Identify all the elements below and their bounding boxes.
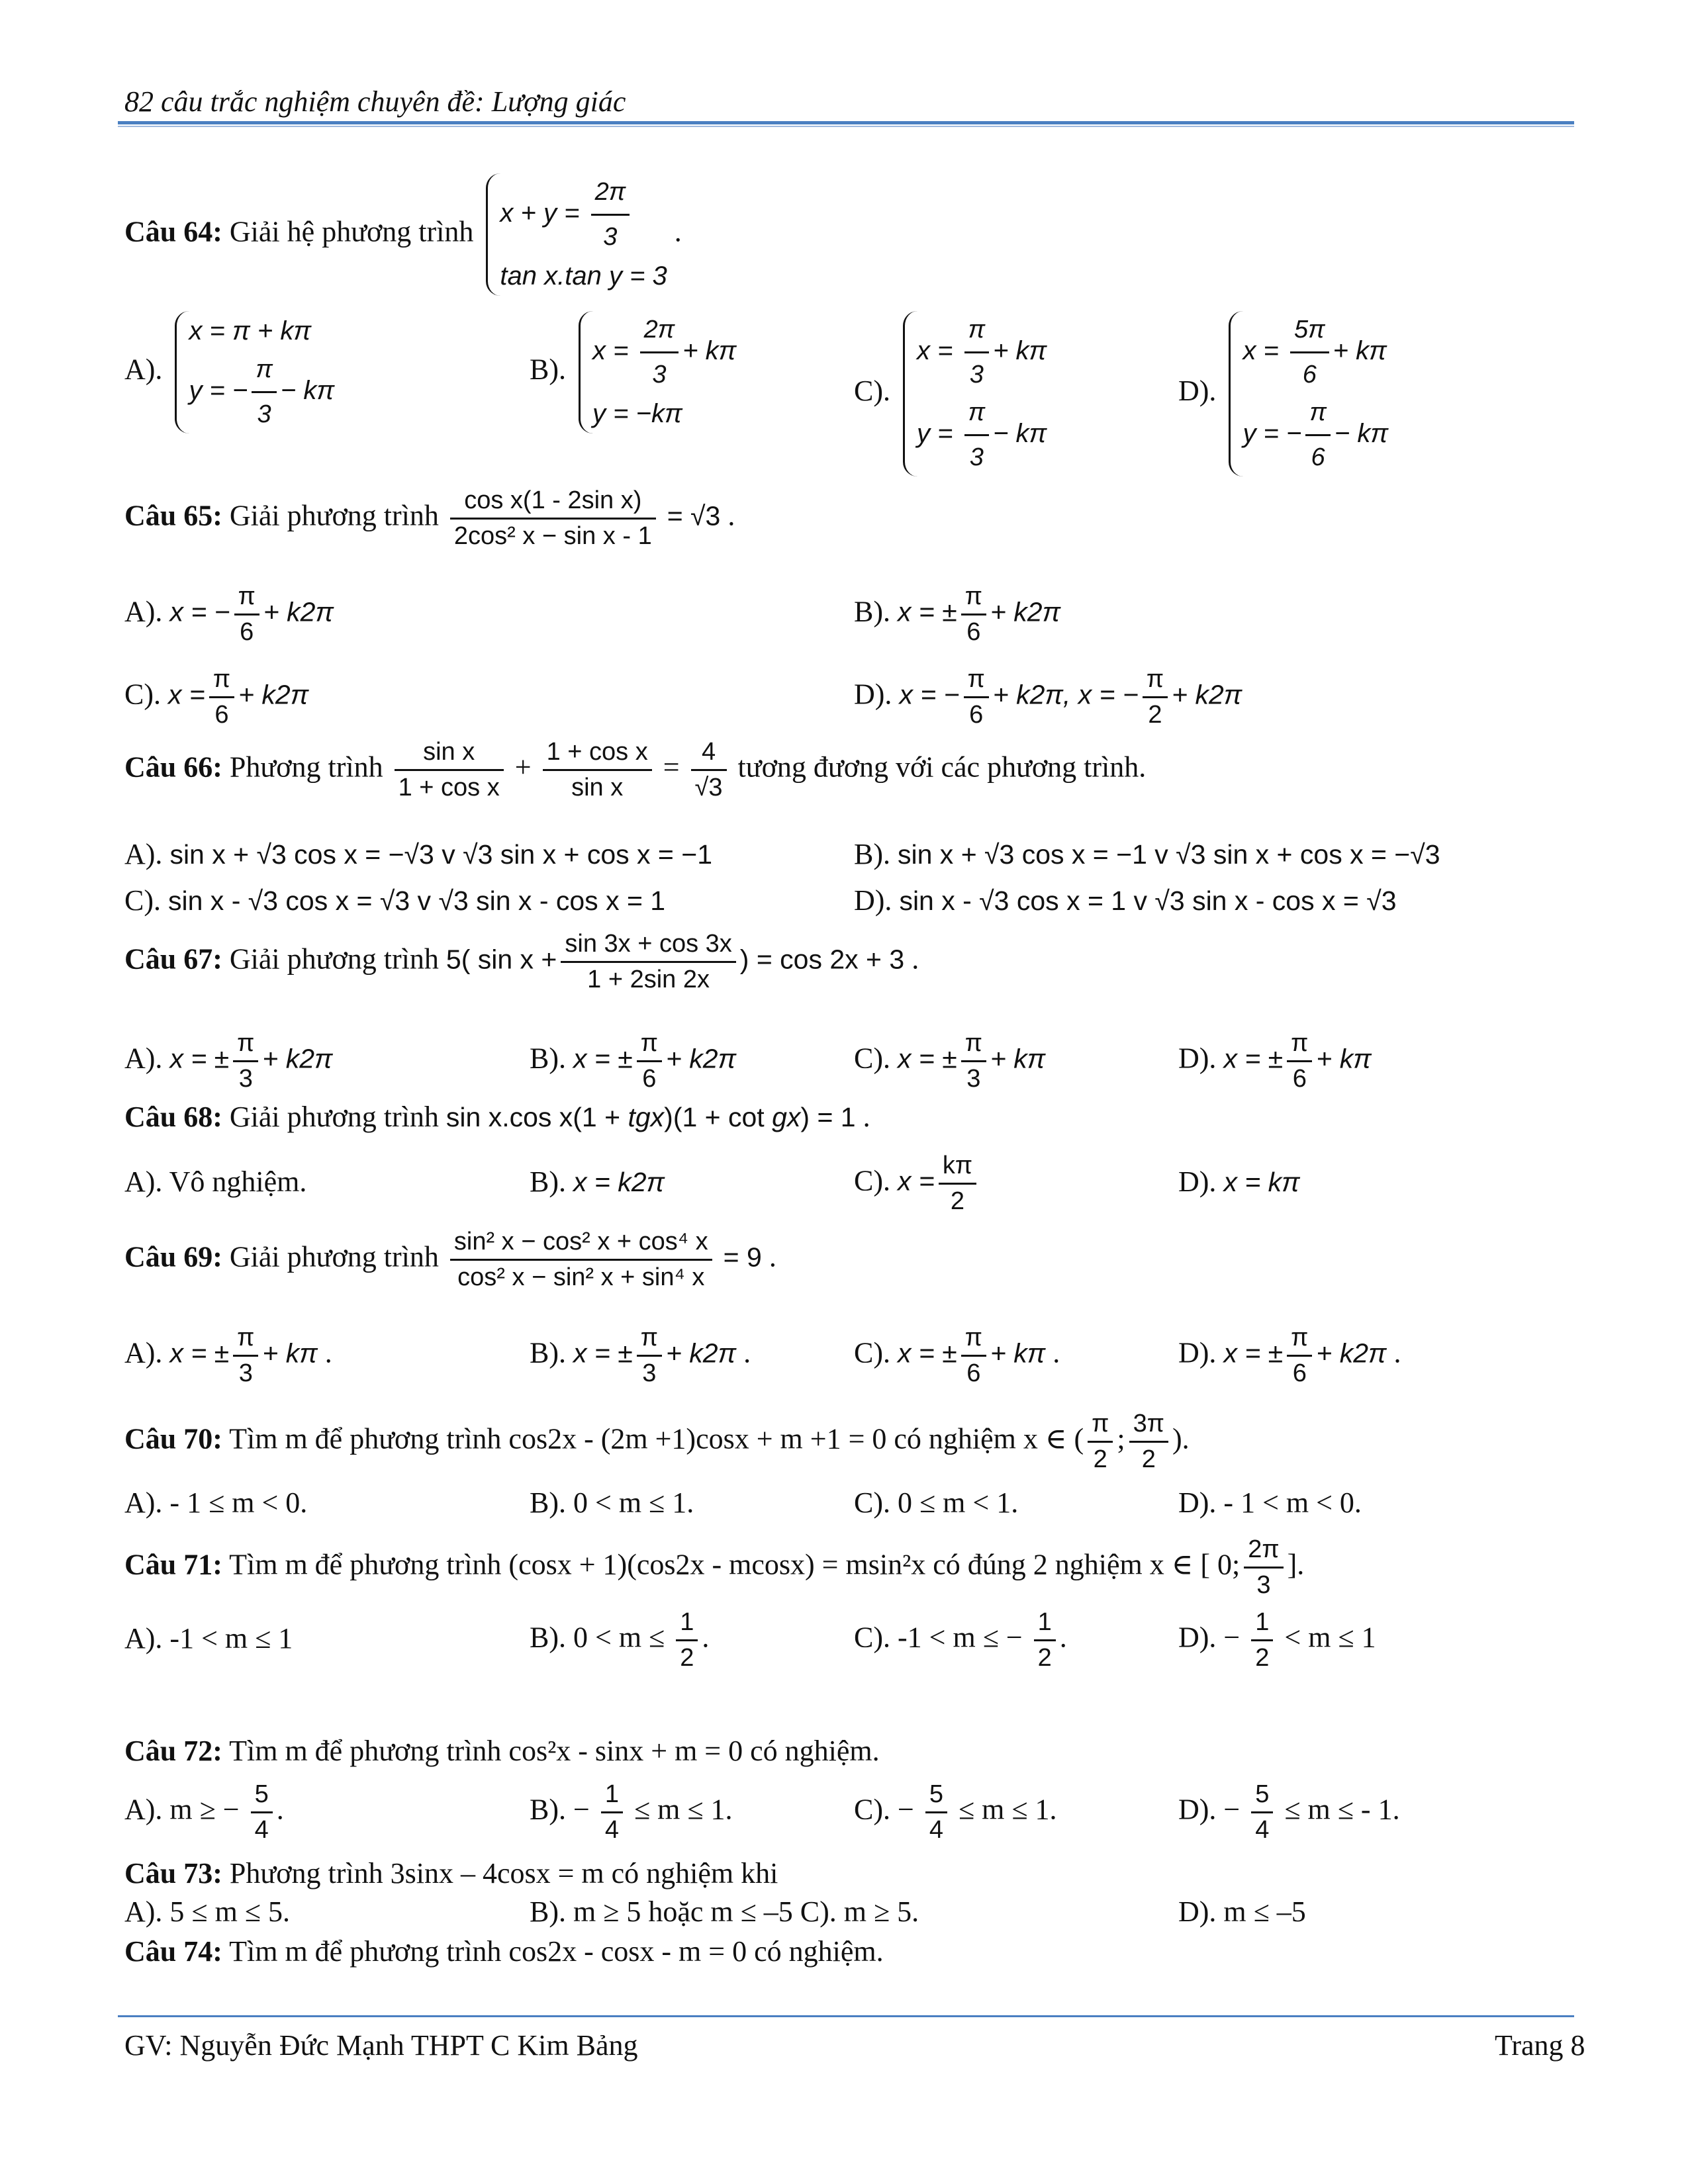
option-69-b[interactable]: B). x = ± $\frac{\pi}{3}$ + k2π . xyxy=(530,1324,751,1387)
question-72: Câu 72: Tìm m để phương trình cos²x - sinx + m = 0 có nghiệm. xyxy=(124,1735,880,1767)
header-rule-thin xyxy=(118,126,1574,127)
question-71: Câu 71: Tìm m để phương trình (cosx + 1)(cos2x - mcosx) = msin²x có đúng 2 nghiệm x ∈ [ 0; $\frac{2\pi}{3}$ ]. xyxy=(124,1535,1305,1599)
option-64-d[interactable]: D). x = $\frac{5\pi}{6}$ + kπ y = − $\frac{\pi}{6}$ − kπ xyxy=(1178,311,1388,477)
option-64-b[interactable]: B). x = $\frac{2\pi}{3}$ + kπ y = −kπ xyxy=(530,311,736,433)
option-69-a[interactable]: A). x = ± $\frac{\pi}{3}$ + kπ . xyxy=(124,1324,332,1387)
footer-teacher: GV: Nguyễn Đức Mạnh THPT C Kim Bảng xyxy=(124,2029,638,2062)
question-74: Câu 74: Tìm m để phương trình cos2x - cosx - m = 0 có nghiệm. xyxy=(124,1935,884,1968)
option-70-d[interactable]: D). - 1 < m < 0. xyxy=(1178,1486,1362,1519)
footer-rule xyxy=(118,2015,1574,2017)
option-67-b[interactable]: B). x = ± $\frac{\pi}{6}$ + k2π xyxy=(530,1029,737,1093)
option-66-b[interactable]: B). sin x + √3 cos x = −1 v √3 sin x + cos x = −√3 xyxy=(854,838,1440,870)
option-65-b[interactable]: B). x = ± $\frac{\pi}{6}$ + k2π xyxy=(854,582,1061,646)
option-68-c[interactable]: C). x = $\frac{k\pi}{2}$ xyxy=(854,1152,980,1216)
question-73: Câu 73: Phương trình 3sinx – 4cosx = m có nghiệm khi xyxy=(124,1857,778,1889)
option-67-a[interactable]: A). x = ± $\frac{\pi}{3}$ + k2π xyxy=(124,1029,333,1093)
equation-system: x + y = $\frac{2\pi}{3}$ tan x.tan y = 3 xyxy=(486,173,667,296)
option-69-c[interactable]: C). x = ± $\frac{\pi}{6}$ + kπ . xyxy=(854,1324,1060,1387)
option-73-a[interactable]: A). 5 ≤ m ≤ 5. xyxy=(124,1895,290,1928)
question-label: Câu 64: xyxy=(124,215,222,248)
option-66-a[interactable]: A). sin x + √3 cos x = −√3 v √3 sin x + cos x = −1 xyxy=(124,838,712,870)
option-66-d[interactable]: D). sin x - √3 cos x = 1 v √3 sin x - cos x = √3 xyxy=(854,884,1397,917)
question-70: Câu 70: Tìm m để phương trình cos2x - (2m +1)cosx + m +1 = 0 có nghiệm x ∈ ( $\frac{\pi}{2}$ ; $\frac{3\pi}{2}$ ). xyxy=(124,1410,1190,1473)
option-71-a[interactable]: A). -1 < m ≤ 1 xyxy=(124,1622,293,1655)
header-rule xyxy=(118,121,1574,124)
option-69-d[interactable]: D). x = ± $\frac{\pi}{6}$ + k2π . xyxy=(1178,1324,1401,1387)
option-67-c[interactable]: C). x = ± $\frac{\pi}{3}$ + kπ xyxy=(854,1029,1046,1093)
option-71-b[interactable]: B). 0 < m ≤ $\frac{1}{2}$ . xyxy=(530,1608,710,1672)
option-65-a[interactable]: A). x = − $\frac{\pi}{6}$ + k2π xyxy=(124,582,334,646)
page-header-title: 82 câu trắc nghiệm chuyên đề: Lượng giác xyxy=(124,85,626,118)
option-64-a[interactable]: A). x = π + kπ y = − $\frac{\pi}{3}$ − kπ xyxy=(124,311,334,433)
option-71-d[interactable]: D). − $\frac{1}{2}$ < m ≤ 1 xyxy=(1178,1608,1376,1672)
question-64: Câu 64: Giải hệ phương trình x + y = $\frac{2\pi}{3}$ tan x.tan y = 3 . xyxy=(124,173,682,296)
footer-page-number: Trang 8 xyxy=(1495,2029,1585,2062)
option-68-d[interactable]: D). x = kπ xyxy=(1178,1165,1300,1198)
question-69: Câu 69: Giải phương trình $\frac{\text{sin² x − cos² x + cos⁴ x}}{\text{cos² x − sin² x + sin⁴ x}}$ = 9 . xyxy=(124,1228,776,1291)
option-71-c[interactable]: C). -1 < m ≤ − $\frac{1}{2}$ . xyxy=(854,1608,1067,1672)
option-73-d[interactable]: D). m ≤ –5 xyxy=(1178,1895,1306,1928)
option-65-d[interactable]: D). x = − $\frac{\pi}{6}$ + k2π, x = − $\frac{\pi}{2}$ + k2π xyxy=(854,665,1243,729)
option-70-c[interactable]: C). 0 ≤ m < 1. xyxy=(854,1486,1019,1519)
option-64-c[interactable]: C). x = $\frac{\pi}{3}$ + kπ y = $\frac{\pi}{3}$ − kπ xyxy=(854,311,1047,477)
option-72-c[interactable]: C). − $\frac{5}{4}$ ≤ m ≤ 1. xyxy=(854,1780,1057,1844)
option-72-a[interactable]: A). m ≥ − $\frac{5}{4}$ . xyxy=(124,1780,284,1844)
option-68-b[interactable]: B). x = k2π xyxy=(530,1165,665,1198)
question-65: Câu 65: Giải phương trình $\frac{\text{cos x(1 - 2sin x)}}{\text{2cos² x − sin x - 1}}$ = √3 . xyxy=(124,486,735,550)
option-72-b[interactable]: B). − $\frac{1}{4}$ ≤ m ≤ 1. xyxy=(530,1780,733,1844)
option-72-d[interactable]: D). − $\frac{5}{4}$ ≤ m ≤ - 1. xyxy=(1178,1780,1400,1844)
option-68-a[interactable]: A). Vô nghiệm. xyxy=(124,1165,307,1198)
option-65-c[interactable]: C). x = $\frac{\pi}{6}$ + k2π xyxy=(124,665,309,729)
option-67-d[interactable]: D). x = ± $\frac{\pi}{6}$ + kπ xyxy=(1178,1029,1372,1093)
question-67: Câu 67: Giải phương trình 5( sin x + $\frac{\sin 3x + \cos 3x}{1 + 2\sin 2x}$ ) = cos 2x + 3 . xyxy=(124,930,919,993)
option-70-b[interactable]: B). 0 < m ≤ 1. xyxy=(530,1486,694,1519)
question-66: Câu 66: Phương trình $\frac{\text{sin x}}{\text{1 + cos x}}$ + $\frac{\text{1 + cos x}}{\text{sin x}}$ = $\frac{4}{√3}$ tương đương với các phương trình. xyxy=(124,738,1147,801)
option-70-a[interactable]: A). - 1 ≤ m < 0. xyxy=(124,1486,308,1519)
question-text: Giải hệ phương trình xyxy=(229,215,474,248)
question-68: Câu 68: Giải phương trình sin x.cos x(1 + tgx)(1 + cot gx) = 1 . xyxy=(124,1101,870,1133)
option-73-b[interactable]: B). m ≥ 5 hoặc m ≤ –5 C). m ≥ 5. xyxy=(530,1895,919,1928)
option-66-c[interactable]: C). sin x - √3 cos x = √3 v √3 sin x - cos x = 1 xyxy=(124,884,666,917)
